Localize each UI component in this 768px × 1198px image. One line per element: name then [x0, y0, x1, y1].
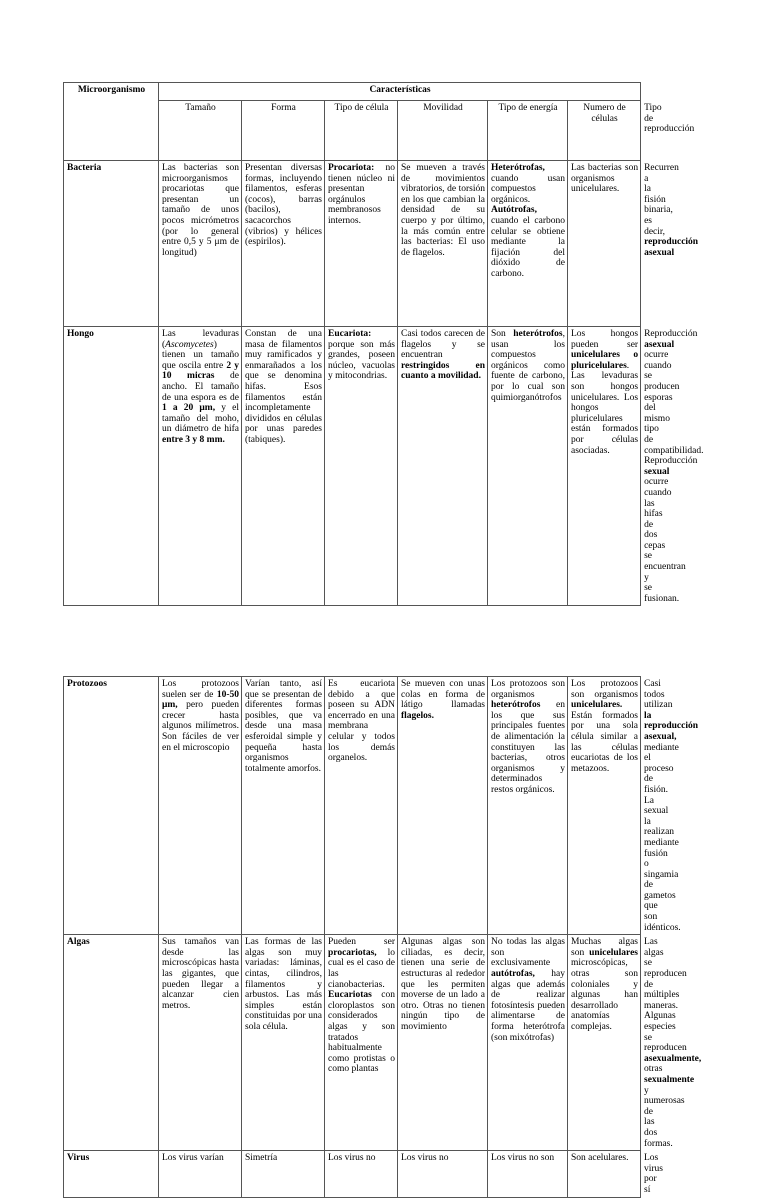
cell-tipo-celula: Los virus no [325, 1151, 398, 1197]
text: . Las levaduras son hongos unicelulares. Los hongos pluricelulares están formados por células asociadas. [571, 360, 639, 456]
text: cuando el carbono celular se obtiene mediante la fijación del dióxido de carbono. [491, 215, 565, 279]
header-microorganismo: Microorganismo [64, 83, 159, 161]
bold-text: restringidos en cuanto a movilidad. [401, 360, 485, 382]
cell-tamano: Las bacterias son microorganismos procariotas que presentan un tamaño de unos pocos micrómetros (por lo general entre 0,5 y 5 μm de longitud) [159, 161, 242, 327]
col-header-tamano: Tamaño [159, 101, 242, 161]
cell-tamano: Los virus varían [159, 1151, 242, 1197]
bold-text: sexualmente [644, 1074, 695, 1085]
cell-tipo-energia [488, 161, 568, 327]
bold-text: la reproducción asexual, [644, 710, 699, 742]
cell-movilidad: Se mueven a través de movimientos vibratorios, de torsión en los que cambian la densidad de su cuerpo y por último, la más común entre las bacterias: El uso de flagelos. [398, 161, 488, 327]
text: Muchas algas son [571, 937, 638, 958]
cell-numero-celulas [568, 677, 641, 935]
text: con cloroplastos son considerados algas y son tratados habitualmente como protistas o como plantas [328, 990, 395, 1075]
text: ) tienen un tamaño que oscila entre [162, 339, 239, 371]
bold-text: Eucariotas [328, 990, 372, 1001]
bold-text: unicelulares. [571, 700, 623, 711]
cell-movilidad [398, 677, 488, 935]
cell-tipo-energia [488, 327, 568, 606]
cell-numero-celulas [568, 327, 641, 606]
bold-text: entre 3 y 8 mm. [162, 434, 225, 445]
cell-tipo-celula: Es eucariota debido a que poseen su ADN encerrado en una membrana celular y todos los demás organelos. [325, 677, 398, 935]
cell-numero-celulas: Son acelulares. [568, 1151, 641, 1197]
text: cuando usan compuestos orgánicos. [491, 173, 565, 205]
row-name-hongo: Hongo [64, 327, 159, 606]
cell-tipo-celula [325, 327, 398, 606]
text: Casi todos carecen de flagelos y se encuentran [401, 329, 485, 361]
text: Reproducción [644, 329, 698, 339]
bold-text: 2 y 10 micras [162, 360, 239, 382]
bold-text: Eucariota: [328, 329, 372, 339]
bold-text: heterótrofos [513, 329, 563, 339]
bold-text: autótrofas, [491, 969, 535, 980]
table-row [64, 161, 641, 327]
bold-text: 1 a 20 μm, [162, 403, 216, 414]
text: pero pueden crecer hasta algunos milímetros. Son fáciles de ver en el microscopio [162, 700, 239, 753]
bold-text: unicelulares o pluricelulares [571, 350, 639, 371]
cell-tipo-celula [325, 935, 398, 1151]
characteristics-table-bottom [63, 676, 702, 1198]
bold-text: sexual [644, 466, 670, 477]
table-row [64, 327, 641, 606]
bold-text: unicelulares [589, 947, 638, 958]
col-header-tipo-celula: Tipo de célula [325, 101, 398, 161]
italic-text: Ascomycetes [165, 339, 214, 350]
cell-numero-celulas [568, 935, 641, 1151]
text: No todas las algas son exclusivamente [491, 937, 565, 969]
text: Son [491, 329, 514, 339]
cell-forma: Presentan diversas formas, incluyendo filamentos, esferas (cocos), barras (bacilos), sacacorchos (vibrios) y hélices (espirilos). [242, 161, 325, 327]
bold-text: asexual [644, 339, 675, 350]
header-caracteristicas: Características [159, 83, 641, 101]
bold-text: reproducción asexual [644, 237, 699, 258]
text: y el tamaño del moho, un diámetro de hifa [162, 403, 239, 435]
text: , usan los compuestos orgánicos como fuente de carbono, por lo cual son quimiorganótrofos [491, 329, 565, 403]
col-header-numero-celulas: Numero de células [568, 101, 641, 161]
text: no tienen núcleo ni presentan orgánulos membranosos internos. [328, 163, 395, 226]
row-name-algas: Algas [64, 935, 159, 1151]
text: Recurren a la fisión binaria, es decir, [644, 163, 679, 237]
bold-text: 10-50 μm, [162, 689, 239, 711]
text: Están formados por una sola célula similar a las células eucariotas de los metazoos. [571, 710, 638, 774]
col-header-forma: Forma [242, 101, 325, 161]
text: hay algas que además de realizar fotosíntesis pueden alimentarse de forma heterótrofa (son mixótrofas) [491, 969, 565, 1043]
text: y numerosas de las dos formas. [644, 1085, 685, 1149]
cell-forma: Las formas de las algas son muy variadas: láminas, cintas, cilindros, filamentos y arbustos. Las más simples están constituidas por una sola célula. [242, 935, 325, 1151]
bold-text: flagelos. [401, 710, 434, 721]
bold-text: procariotas, [328, 947, 377, 958]
cell-tipo-celula [325, 161, 398, 327]
text: lo cual es el caso de las cianobacterias. [328, 947, 395, 990]
text: Las levaduras ( [162, 329, 239, 350]
text: Se mueven con unas colas en forma de látigo llamadas [401, 679, 485, 711]
cell-movilidad: Los virus no [398, 1151, 488, 1197]
text: ocurre cuando se producen esporas del mismo tipo de compatibilidad. Reproducción [644, 350, 704, 467]
text: Los protozoos son organismos [571, 679, 638, 700]
cell-tamano [159, 327, 242, 606]
text: de ancho. El tamaño de una espora es de [162, 371, 239, 403]
cell-forma: Varían tanto, así que se presentan de diferentes formas posibles, que va desde una masa esferoidal simple y pequeña hasta organismos totalmente amorfos. [242, 677, 325, 935]
text: ocurre cuando las hifas de dos cepas se encuentran y se fusionan. [644, 477, 686, 604]
cell-tipo-energia [488, 677, 568, 935]
text: Los hongos pueden ser [571, 329, 639, 350]
table-row [64, 935, 641, 1151]
col-header-tipo-energia: Tipo de energía [488, 101, 568, 161]
cell-tamano [159, 677, 242, 935]
text: Casi todos utilizan [644, 679, 673, 711]
text: Pueden ser [328, 937, 395, 948]
cell-numero-celulas: Las bacterias son organismos unicelulares. [568, 161, 641, 327]
table-row [64, 677, 641, 935]
row-name-bacteria: Bacteria [64, 161, 159, 327]
bold-text: Procariota: [328, 163, 375, 173]
cell-forma: Constan de una masa de filamentos muy ramificados y enmarañados a los que se denomina hifas. Esos filamentos están incompletamente divididos en células por unas paredes (tabiques). [242, 327, 325, 606]
bold-text: Autótrofas, [491, 205, 538, 216]
cell-movilidad: Algunas algas son ciliadas, es decir, tienen una serie de estructuras al rededor que les permiten moverse de un lado a otro. Otras no tienen ningún tipo de movimiento [398, 935, 488, 1151]
row-name-protozoos: Protozoos [64, 677, 159, 935]
text: Los protozoos son organismos [491, 679, 565, 700]
table-row: Virus Los virus varían Simetría Los virus no Los virus no Los virus no son Son acelulares. Los virus por sí [64, 1151, 641, 1197]
text: mediante el proceso de fisión. La sexual la realizan mediante fusión o singamia de gametos que son idénticos. [644, 742, 681, 933]
text: porque son más grandes, poseen núcleo, vacuolas y mitocondrias. [328, 339, 395, 382]
text: Las algas se reproducen de múltiples maneras. Algunas especies se reproducen [644, 937, 687, 1054]
text: otras [644, 1064, 663, 1075]
text: Los protozoos suelen ser de [162, 679, 239, 700]
text: en los que sus principales fuentes de alimentación la constituyen las bacterias, otros organismos y determinados restos orgánicos. [491, 700, 565, 795]
bold-text: Heterótrofas, [491, 163, 545, 173]
characteristics-table-top: Microorganismo Características Tamaño Forma Tipo de célula Movilidad Tipo de energía Numero de células Tipo de reproducción Bacteria Las bacterias son microorganismos procariotas que presentan un tamaño de unos pocos micrómetros (por lo general entre 0,5 y 5 μm de longitud) Presentan diversas formas, incluyendo filamentos, esferas (cocos), barras (bacilos), sacacorchos (vibrios) y hélices (espirilos). Procariota: no tienen núcleo ni presentan orgánulos membranosos internos. Se mueven a través de movimientos vibratorios, de torsión en los que cambian la densidad de su cuerpo y por último, la más común entre las bacterias: El uso de flagelos. Heterótrofas, cuando usan compuestos orgánicos. Autótrofas, cuando el carbono celular se obtiene mediante la fijación del dióxido de carbono. Las bacterias son organismos unicelulares. Recurren a la fisión binaria, es decir, reproducción asexual Hongo Las levaduras (Ascomycetes) tienen un tamaño que oscila entre 2 y 10 micras de ancho. El tamaño de una espora es de 1 a 20 μm, y el tamaño del moho, un diámetro de hifa entre 3 y 8 mm. Constan de una masa de filamentos muy ramificados y enmarañados a los que se denomina hifas. Esos filamentos están incompletamente divididos en células por unas paredes (tabiques). Eucariota: porque son más grandes, poseen núcleo, vacuolas y mitocondrias. Casi todos carecen de flagelos y se encuentran restringidos en cuanto a movilidad. Son heterótrofos, usan los compuestos orgánicos como fuente de carbono, por lo cual son quimiorganótrofos Los hongos pueden ser unicelulares o pluricelulares. Las levaduras son hongos unicelulares. Los hongos pluricelulares están formados por células asociadas. Reproducción asexual ocurre cuando se producen esporas del mismo tipo de compatibilidad. Reproducción sexual ocurre cuando las hifas de dos cepas se encuentran y se fusionan. [63, 82, 641, 606]
text: microscópicas, otras son coloniales y algunas han desarrollado anatomías complejas. [571, 958, 638, 1032]
cell-movilidad [398, 327, 488, 606]
cell-tipo-energia [488, 935, 568, 1151]
bold-text: asexualmente, [644, 1053, 702, 1064]
cell-forma: Simetría [242, 1151, 325, 1197]
cell-tamano: Sus tamaños van desde las microscópicas hasta las gigantes, que pueden llegar a alcanzar cien metros. [159, 935, 242, 1151]
cell-tipo-energia: Los virus no son [488, 1151, 568, 1197]
row-name-virus: Virus [64, 1151, 159, 1197]
bold-text: heterótrofos [491, 700, 541, 711]
col-header-movilidad: Movilidad [398, 101, 488, 161]
